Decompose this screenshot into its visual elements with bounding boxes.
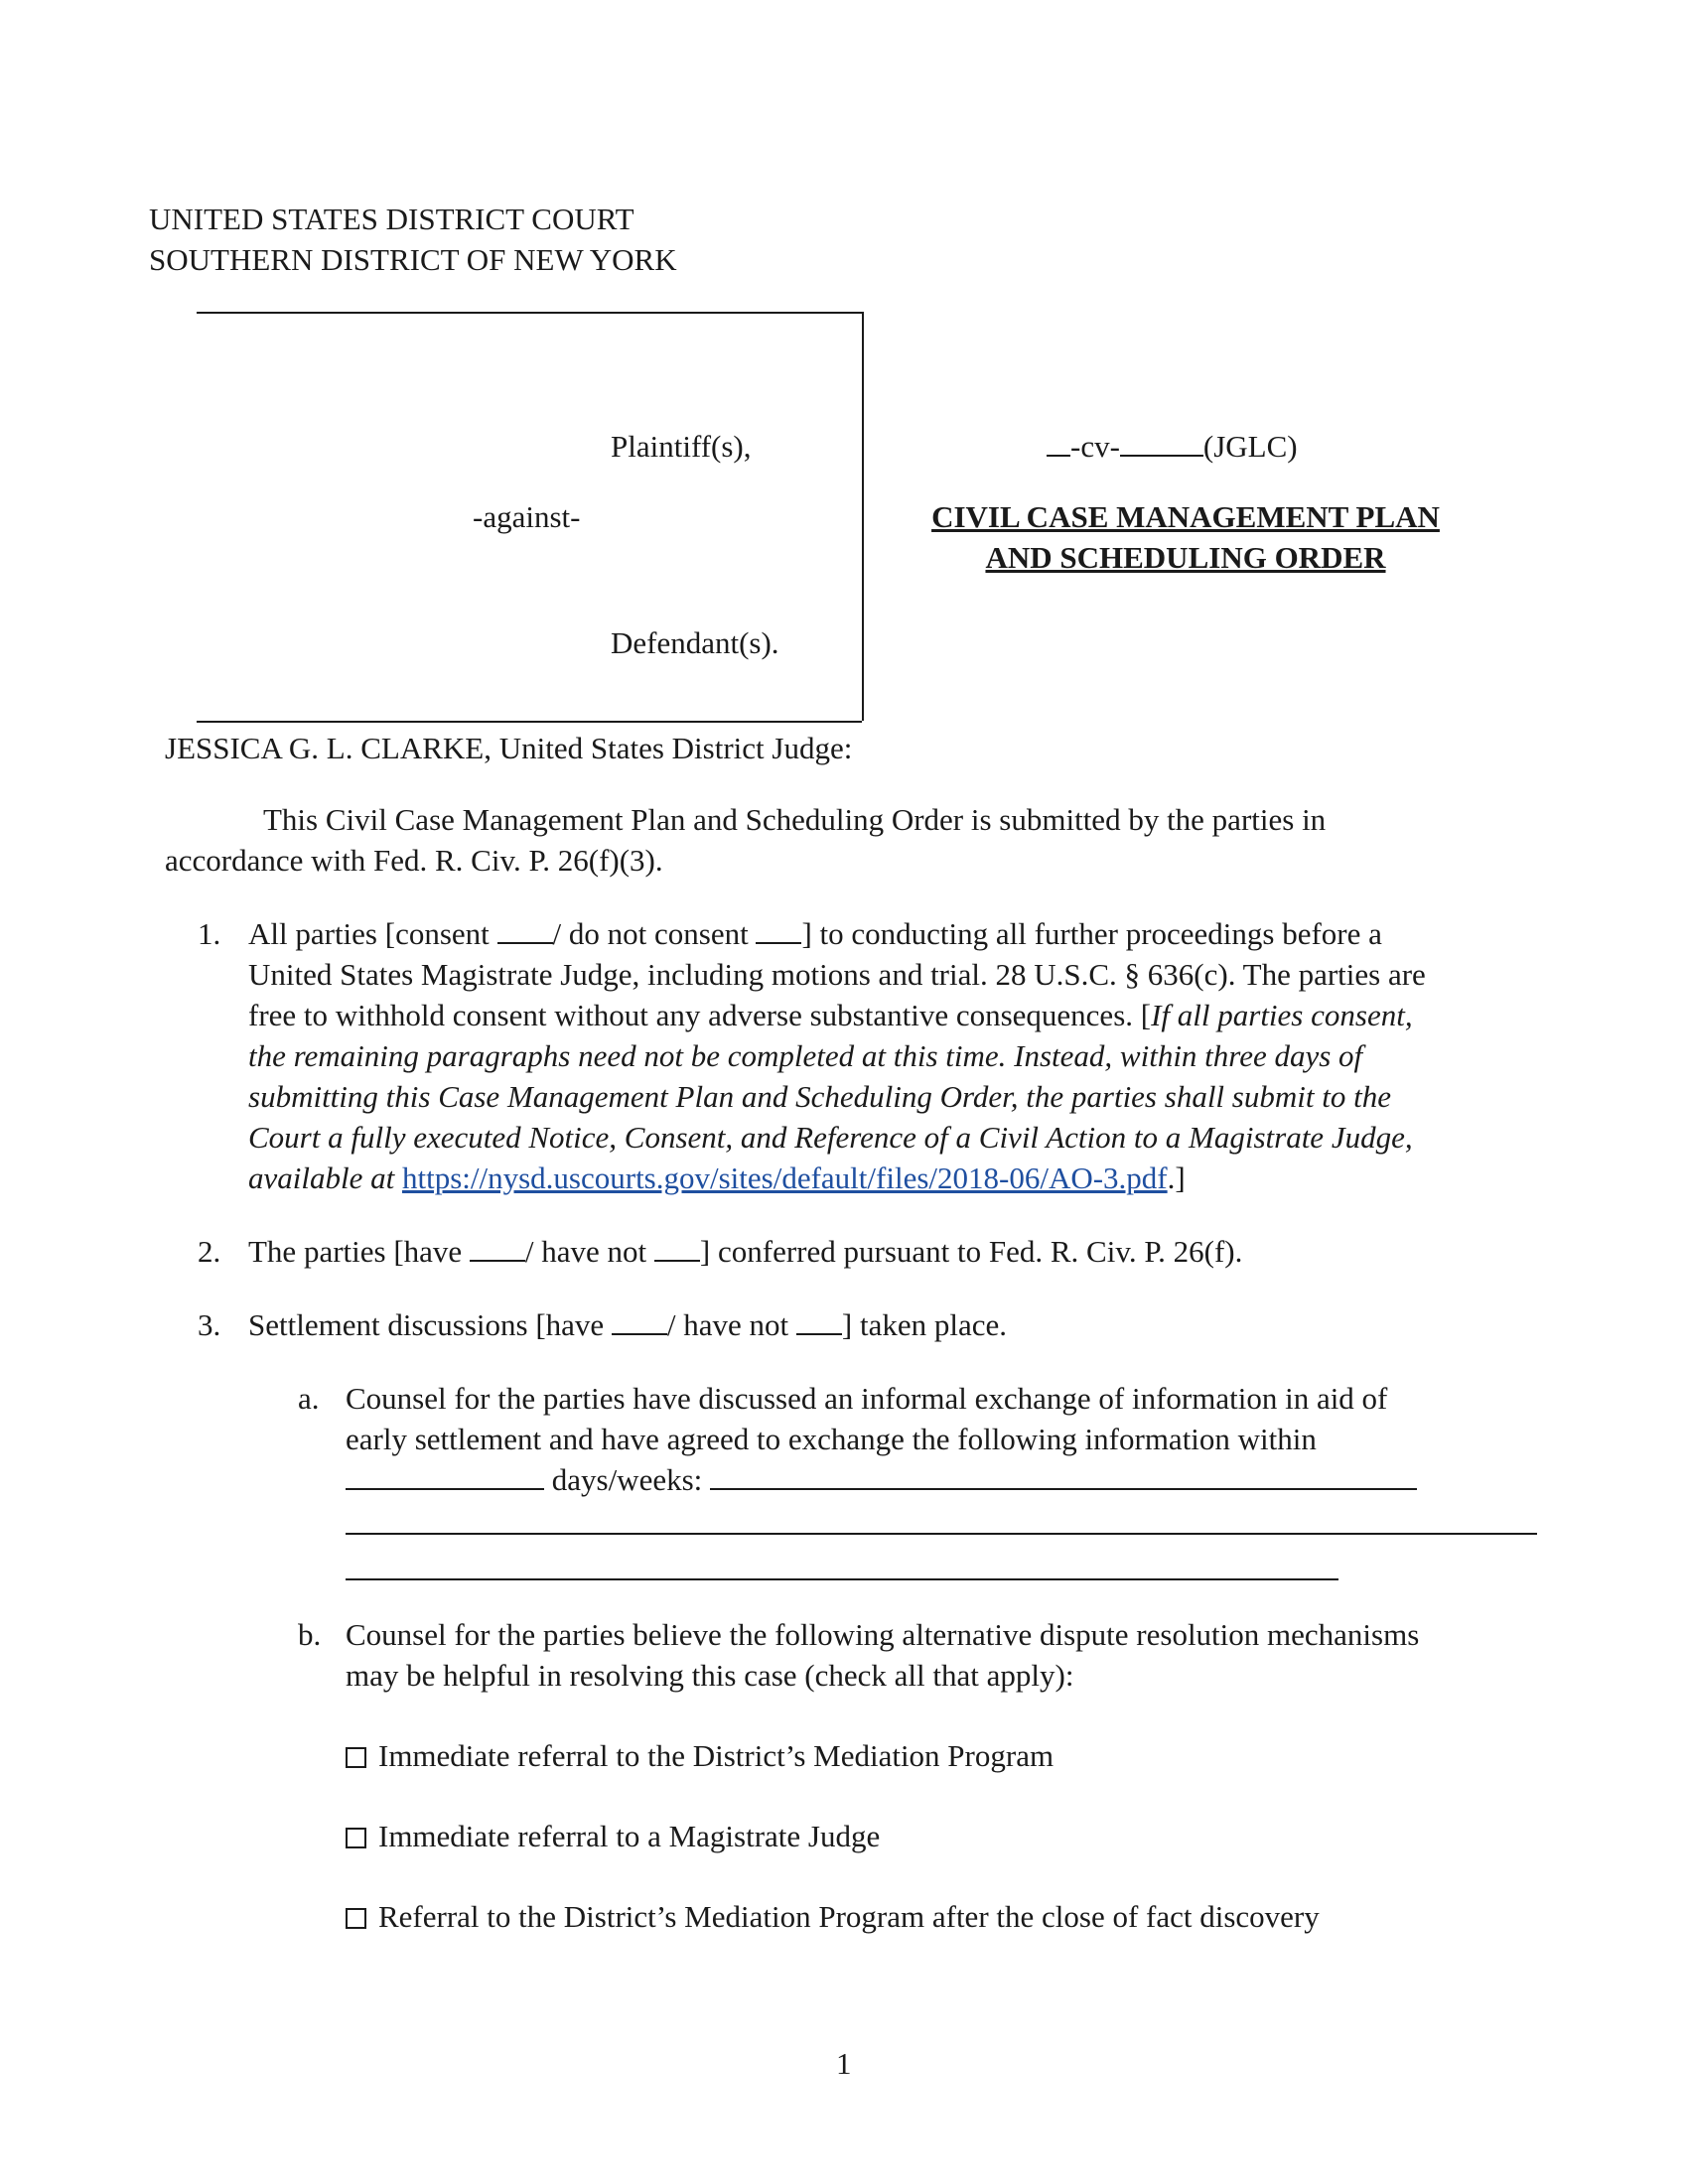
item-2-number: 2. [198, 1234, 221, 1269]
against-label: -against- [473, 499, 581, 534]
court-district: SOUTHERN DISTRICT OF NEW YORK [149, 242, 677, 277]
item-1-number: 1. [198, 916, 221, 951]
item-3b-label: b. [298, 1617, 322, 1652]
exchange-period-blank[interactable] [346, 1459, 544, 1490]
item-3b-line2: may be helpful in resolving this case (check all that apply): [346, 1658, 1074, 1693]
judge-initials: (JGLC) [1202, 429, 1298, 464]
item-1-line2: United States Magistrate Judge, including motions and trial. 28 U.S.C. § 636(c). The parties are [248, 957, 1426, 992]
caption-bottom-rule [197, 721, 862, 723]
item-3a-line3: days/weeks: [346, 1459, 1417, 1500]
plaintiff-label: Plaintiff(s), [611, 429, 752, 464]
item-1-line5: submitting this Case Management Plan and Scheduling Order, the parties shall submit to the [248, 1079, 1391, 1114]
item-1-line1: All parties [consent / do not consent ] to conducting all further proceedings before a [248, 913, 1382, 954]
ao3-form-link[interactable]: https://nysd.uscourts.gov/sites/default/files/2018-06/AO-3.pdf [401, 1160, 1168, 1195]
settlement-have-not-blank[interactable] [796, 1304, 842, 1335]
document-title-line2: AND SCHEDULING ORDER [985, 540, 1386, 575]
adr-option-mediation-after-discovery[interactable]: Referral to the District’s Mediation Program after the close of fact discovery [346, 1896, 1320, 1937]
settlement-have-blank[interactable] [612, 1304, 667, 1335]
consent-blank[interactable] [497, 913, 553, 944]
exchange-info-blank-line2[interactable] [346, 1533, 1537, 1535]
item-2-text: The parties [have / have not ] conferred pursuant to Fed. R. Civ. P. 26(f). [248, 1231, 1242, 1272]
court-name: UNITED STATES DISTRICT COURT [149, 202, 634, 236]
item-1-line7: available at https://nysd.uscourts.gov/sites/default/files/2018-06/AO-3.pdf.] [248, 1160, 1186, 1195]
conferred-have-not-blank[interactable] [654, 1231, 700, 1262]
document-title-line1: CIVIL CASE MANAGEMENT PLAN [931, 499, 1440, 534]
item-1-line4: the remaining paragraphs need not be completed at this time. Instead, within three days of [248, 1038, 1363, 1073]
case-year-blank[interactable] [1047, 426, 1070, 457]
no-consent-blank[interactable] [756, 913, 801, 944]
item-1-line6: Court a fully executed Notice, Consent, and Reference of a Civil Action to a Magistrate Judge, [248, 1120, 1413, 1155]
checkbox-icon[interactable] [346, 1828, 366, 1848]
exchange-info-blank[interactable] [710, 1459, 1417, 1490]
case-number: -cv- (JGLC) [1047, 426, 1298, 467]
caption-vertical-rule [862, 312, 864, 721]
intro-line1: This Civil Case Management Plan and Scheduling Order is submitted by the parties in [263, 802, 1327, 837]
item-3a-line2: early settlement and have agreed to exchange the following information within [346, 1422, 1317, 1456]
judge-line: JESSICA G. L. CLARKE, United States District Judge: [165, 731, 853, 765]
item-3b-line1: Counsel for the parties believe the following alternative dispute resolution mechanisms [346, 1617, 1420, 1652]
adr-option-mediation[interactable]: Immediate referral to the District’s Mediation Program [346, 1735, 1054, 1776]
item-1-line3: free to withhold consent without any adverse substantive consequences. [If all parties consent, [248, 998, 1413, 1032]
caption-top-rule [197, 312, 862, 314]
item-3-text: Settlement discussions [have / have not ] taken place. [248, 1304, 1007, 1345]
page-number: 1 [836, 2046, 852, 2081]
checkbox-icon[interactable] [346, 1908, 366, 1929]
conferred-have-blank[interactable] [470, 1231, 525, 1262]
item-3a-line1: Counsel for the parties have discussed an informal exchange of information in aid of [346, 1381, 1388, 1416]
case-number-blank[interactable] [1120, 426, 1203, 457]
defendant-label: Defendant(s). [611, 625, 779, 660]
adr-option-magistrate[interactable]: Immediate referral to a Magistrate Judge [346, 1816, 880, 1856]
item-3-number: 3. [198, 1307, 221, 1342]
intro-line2: accordance with Fed. R. Civ. P. 26(f)(3). [165, 843, 663, 878]
item-3a-label: a. [298, 1381, 320, 1416]
exchange-info-blank-line3[interactable] [346, 1578, 1338, 1580]
checkbox-icon[interactable] [346, 1747, 366, 1768]
